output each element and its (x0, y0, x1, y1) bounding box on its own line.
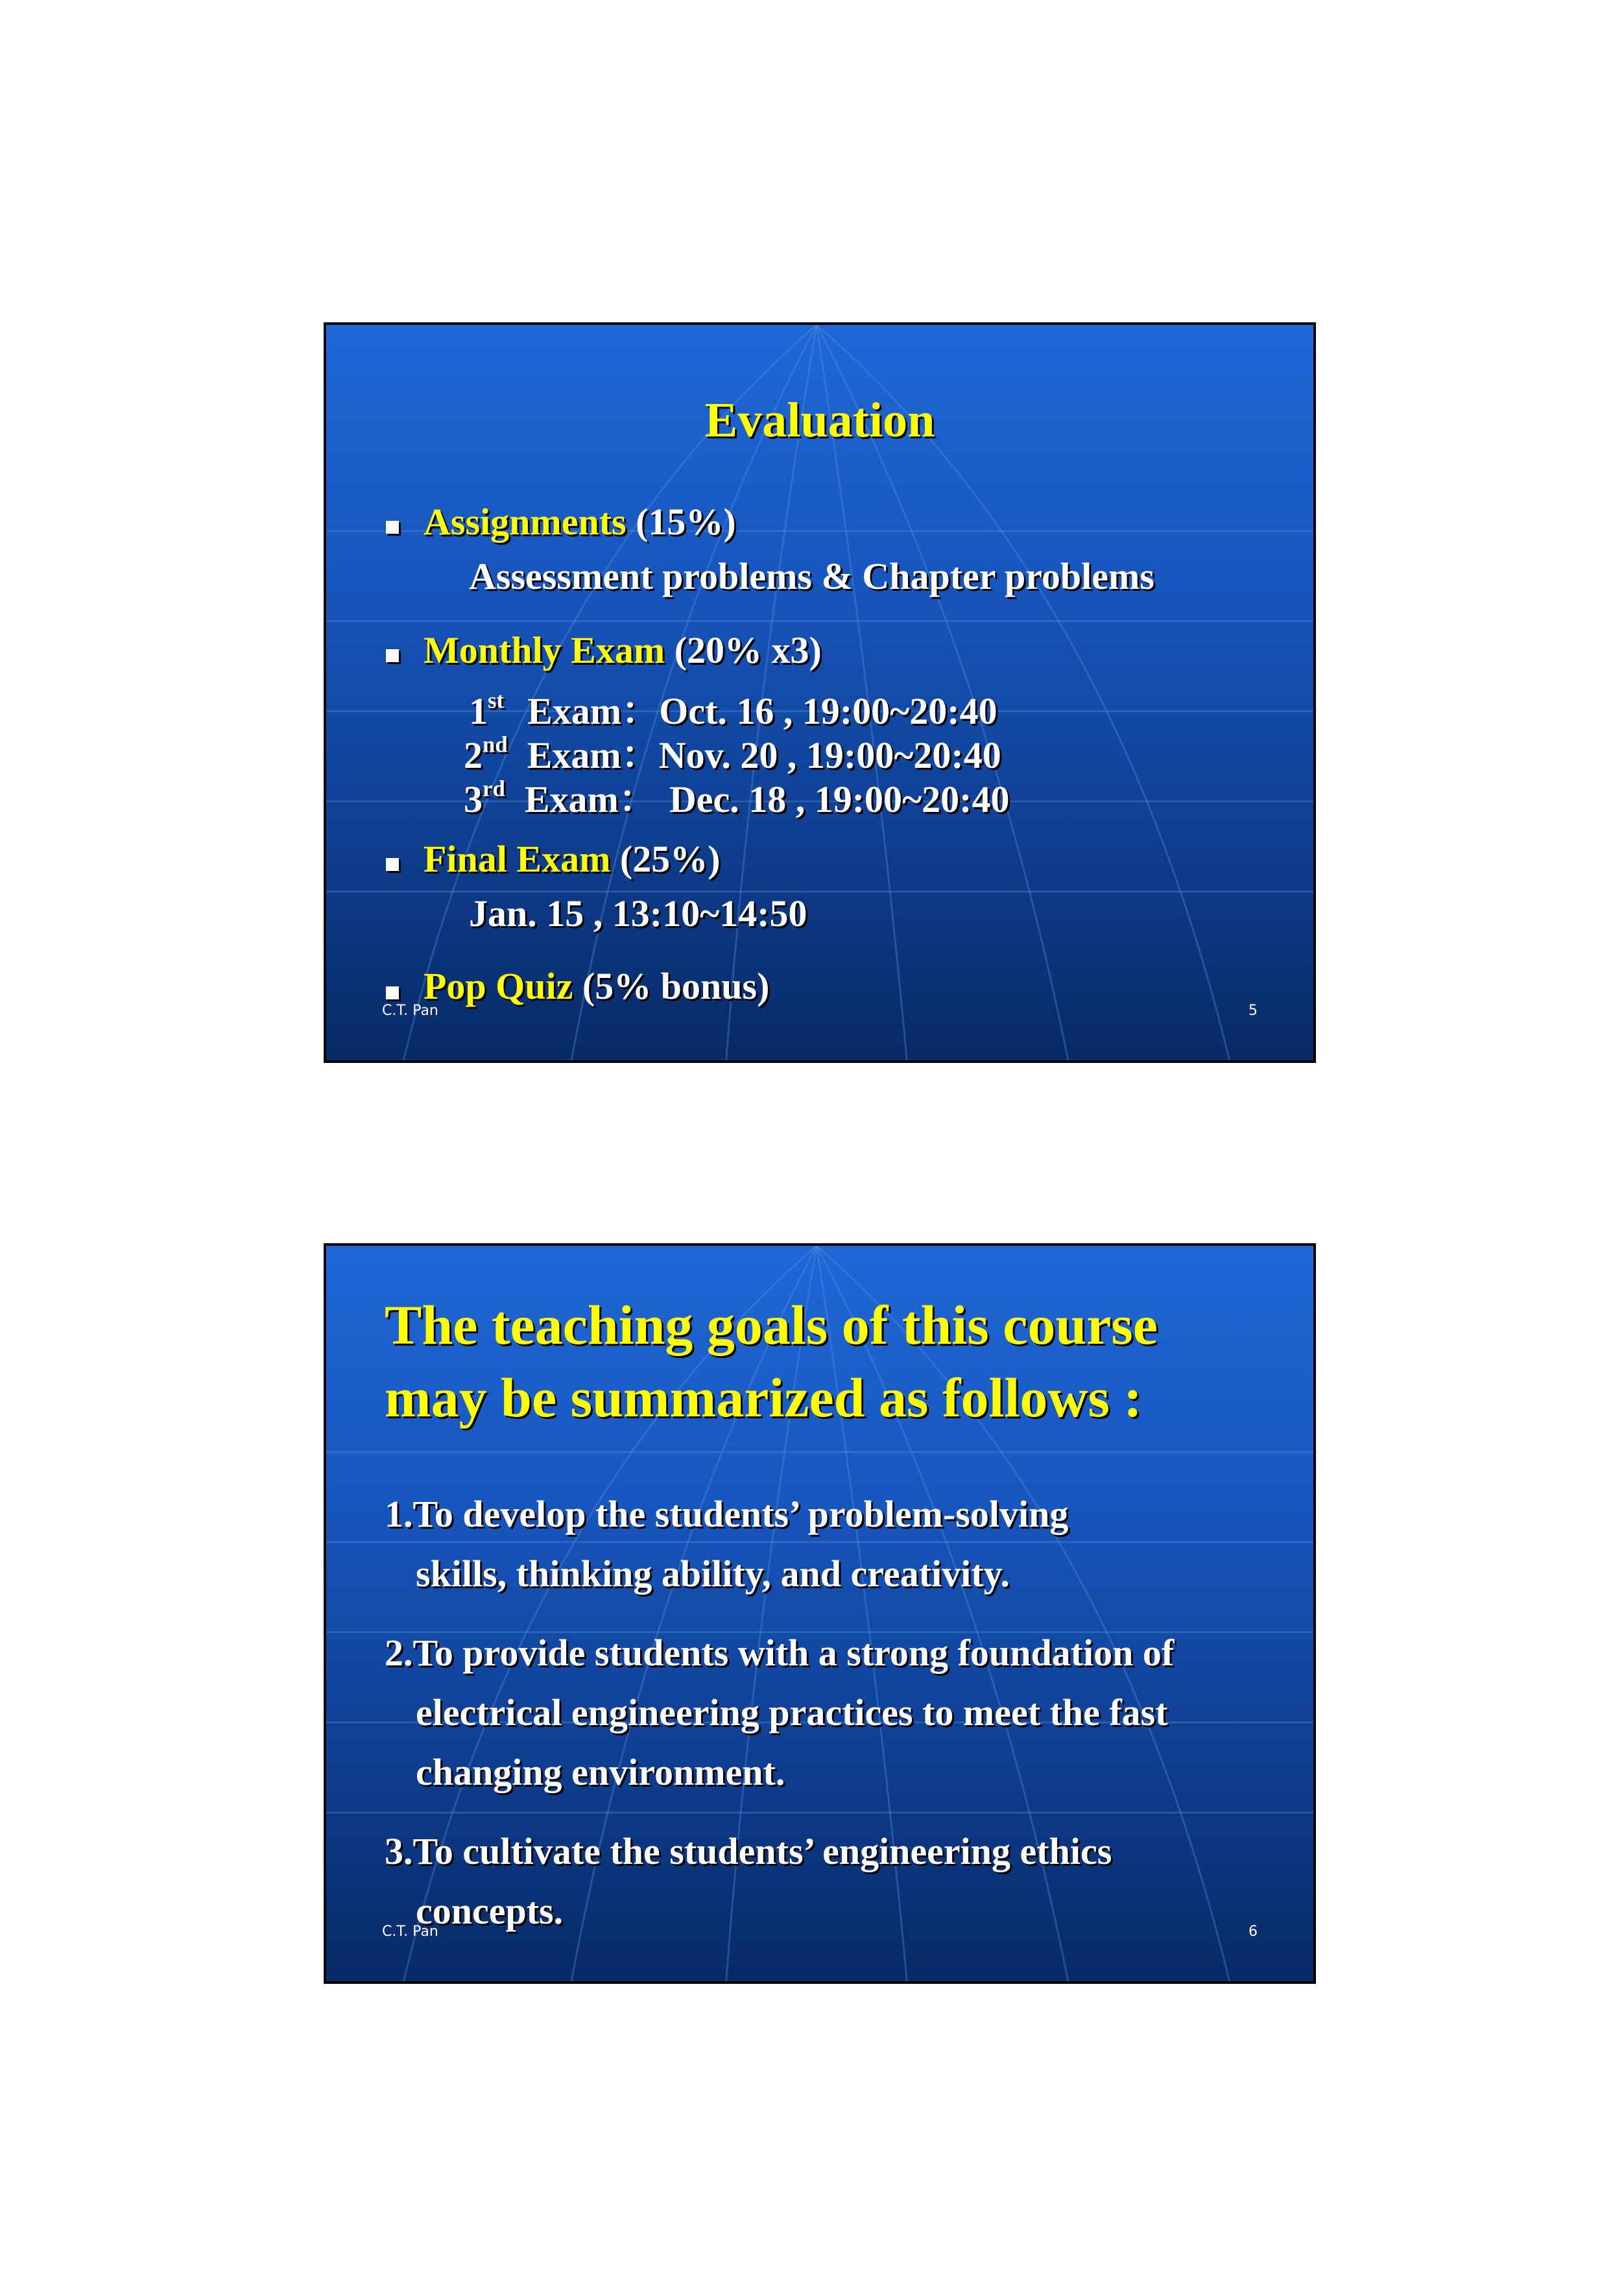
item-monthly-exam (424, 628, 822, 672)
exam-number: 1 (469, 690, 488, 732)
item-assignments (424, 500, 736, 543)
exam-ordinal: rd (483, 776, 505, 802)
exam-ordinal: nd (483, 732, 508, 757)
slide-evaluation (324, 322, 1316, 1063)
item-final-exam (424, 837, 721, 881)
goal-line: changing environment. (416, 1751, 785, 1793)
goal-item (385, 1484, 1068, 1604)
goal-item (385, 1623, 1174, 1802)
exam-separator: ： (621, 734, 659, 776)
exam-separator: ： (621, 690, 660, 732)
item-weight: (5% bonus) (573, 965, 770, 1007)
square-bullet-icon (386, 521, 399, 534)
item-detail: Assessment problems & Chapter problems (469, 555, 1154, 597)
exam-label: Exam (527, 690, 622, 732)
exam-label: Exam (527, 734, 621, 776)
item-label: Monthly Exam (424, 629, 665, 671)
slide-title: Evaluation (704, 393, 935, 447)
item-weight: (20% x3) (665, 629, 822, 671)
exam-label: Exam (524, 778, 619, 820)
goal-line: 1.To develop the students’ problem-solving (385, 1493, 1069, 1535)
item-weight: (25%) (610, 838, 721, 880)
square-bullet-icon (386, 649, 399, 662)
item-label: Final Exam (424, 838, 611, 880)
slide-title (385, 1289, 1293, 1434)
page-number: 6 (1248, 1924, 1258, 1940)
page-number: 5 (1248, 1003, 1258, 1019)
exam-number: 3 (464, 778, 483, 820)
exam-number: 2 (464, 734, 483, 776)
exam-row (464, 769, 1010, 823)
square-bullet-icon (386, 858, 399, 871)
title-line: may be summarized as follows : (385, 1366, 1143, 1429)
item-weight: (15%) (626, 501, 736, 543)
item-detail: Jan. 15 , 13:10~14:50 (469, 892, 807, 935)
exam-date: Dec. 18 , 19:00~20:40 (669, 778, 1010, 820)
goal-line: 3.To cultivate the students’ engineering ethics (385, 1830, 1112, 1872)
item-pop-quiz (424, 964, 769, 1008)
slide-teaching-goals (324, 1243, 1316, 1984)
square-bullet-icon (386, 986, 399, 999)
goal-line: 2.To provide students with a strong foundation of (385, 1632, 1175, 1674)
footer-author: C.T. Pan (382, 1003, 438, 1019)
goal-line: skills, thinking ability, and creativity. (416, 1553, 1010, 1595)
goal-item (385, 1822, 1112, 1941)
title-line: The teaching goals of this course (385, 1294, 1158, 1356)
item-label: Assignments (424, 501, 627, 543)
exam-separator: ： (618, 778, 656, 820)
footer-author: C.T. Pan (382, 1924, 438, 1940)
item-label: Pop Quiz (424, 965, 573, 1007)
goal-line: concepts. (416, 1890, 564, 1932)
exam-date: Nov. 20 , 19:00~20:40 (658, 734, 1001, 776)
goal-line: electrical engineering practices to meet the fast (416, 1691, 1168, 1734)
exam-date: Oct. 16 , 19:00~20:40 (659, 690, 997, 732)
exam-ordinal: st (488, 687, 505, 713)
